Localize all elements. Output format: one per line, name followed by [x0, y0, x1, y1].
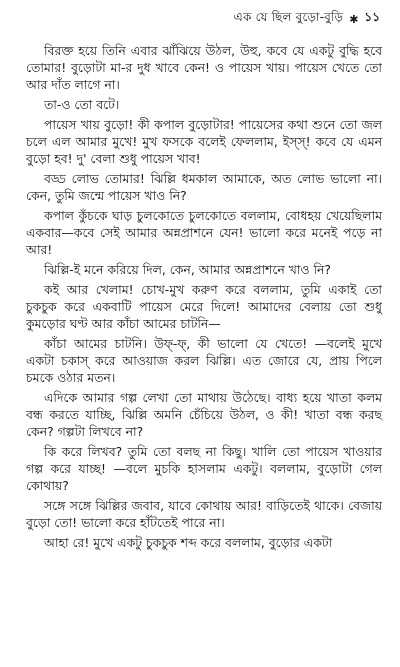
paragraph: কি করে লিখব? তুমি তো বলছ না কিছু। খালি তো পায়েস খাওয়ার গল্প করে যাচ্ছ! —বলে মুচকি হাসলাম একটু। বললাম, বুড়োটা গেল কোথায়? — [26, 444, 382, 493]
paragraph: পায়েস খায় বুড়ো! কী কপাল বুড়োটার! পায়েসের কথা শুনে তো জল চলে এল আমার মুখে! মুখ ফসকে বলেই ফেললাম, ইস্‌স্! কবে যে এমন বুড়ো হব! দু' বেলা শুধু পায়েস খাব! — [26, 117, 382, 166]
paragraph: কাঁচা আমের চাটনি। উফ্‌-ফ্‌, কী ভালো যে খেতে! —বলেই মুখে একটা চকাস্‌ করে আওয়াজ করল ঝিল্লি। এত জোরে যে, প্রায় পিলে চমকে ওঠার মতন। — [26, 336, 382, 385]
running-title: এক যে ছিল বুড়ো-বুড়ি — [233, 10, 344, 24]
running-header — [26, 8, 382, 30]
paragraph: সঙ্গে সঙ্গে ঝিল্লির জবাব, যাবে কোথায় আর! বাড়িতেই থাকে। বেজায় বুড়ো তো! ভালো করে হাঁটতেই পারে না। — [26, 498, 382, 530]
paragraph: আহা রে! মুখে একটু চুকচুক শব্দ করে বললাম, বুড়োর একটা — [44, 535, 333, 550]
paragraph: কই আর খেলাম! চোখ-মুখ করুণ করে বললাম, তুমি একাই তো চুকচুক করে একবাটি পায়েস মেরে দিলে! আমাদের বেলায় তো শুধু কুমড়োর ঘণ্ট আর কাঁচা আমের চাটনি— — [26, 282, 382, 331]
page-number: ১১ — [364, 10, 380, 24]
paragraph: কপাল কুঁচকে ঘাড় চুলকোতে চুলকোতে বললাম, বোধহয় খেয়েছিলাম একবার—কবে সেই আমার অন্নপ্রাশনে যেন! ভালো করে মনেই পড়ে না আর! — [26, 208, 382, 257]
paragraph: তা-ও তো বটে। — [44, 97, 120, 112]
ornament-icon: ✱ — [349, 12, 359, 26]
body-text — [26, 42, 382, 551]
paragraph: এদিকে আমার গল্প লেখা তো মাথায় উঠেছে। বাধ্য হয়ে খাতা কলম বন্ধ করতে যাচ্ছি, ঝিল্লি অমনি চেঁচিয়ে উঠল, ও কী! খাতা বন্ধ করছ কেন? গল্পটা লিখবে না? — [26, 390, 382, 439]
paragraph: ঝিল্লি-ই মনে করিয়ে দিল, কেন, আমার অন্নপ্রাশনে খাও নি? — [44, 262, 331, 277]
paragraph: বিরক্ত হয়ে তিনি এবার ঝাঁঝিয়ে উঠল, উহু, কবে যে একটু বুদ্ধি হবে তোমার! বুড়োটা মা-র দুধ খাবে কেন! ও পায়েস খায়। পায়েস খেতে তো আর দাঁত লাগে না। — [26, 43, 382, 92]
paragraph: বড্ড লোভ তোমার! ঝিল্লি ধমকাল আমাকে, অত লোভ ভালো না। কেন, তুমি জন্মে পায়েস খাও নি? — [26, 171, 382, 203]
